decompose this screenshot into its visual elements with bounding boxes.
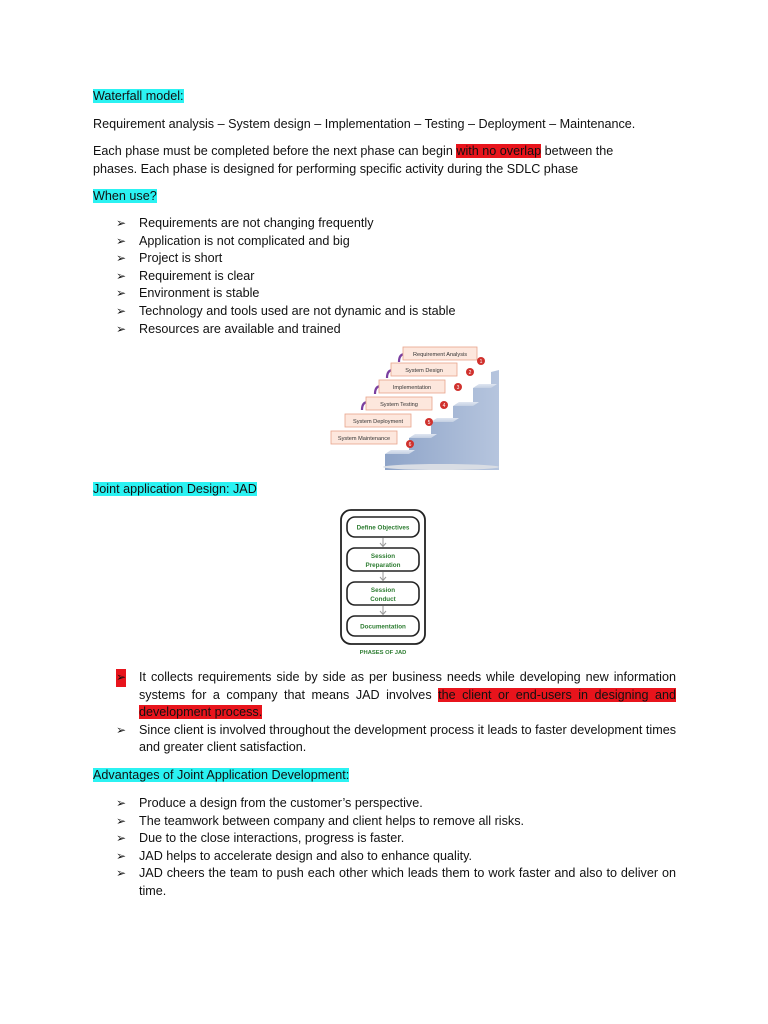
step-number-badge [425,418,433,426]
svg-text:1: 1 [479,359,483,365]
when-use-heading: When use? [93,189,157,203]
list-item: ➢ Technology and tools used are not dynamic and is stable [116,303,676,321]
arrow-bullet-icon: ➢ [116,286,127,301]
list-item: ➢ The teamwork between company and client helps to remove all risks. [116,813,676,831]
arrow-bullet-icon: ➢ [116,216,127,230]
step-label: System Design [405,368,443,375]
step-label: System Testing [380,402,418,409]
svg-text:Session: Session [370,553,396,560]
list-item: ➢ Environment is stable [116,285,676,303]
step-box-1 [403,347,477,360]
jad-box-session-preparation [347,548,419,571]
list-item: ➢ Resources are available and trained [116,321,676,339]
waterfall-staircase-diagram [313,342,499,470]
svg-text:4: 4 [442,403,446,409]
svg-text:2: 2 [468,370,472,376]
list-item: ➢ Produce a design from the customer’s perspective. [116,795,676,813]
step-label: System Maintenance [337,436,391,443]
jad-diagram-caption: PHASES OF JAD [359,650,407,656]
when-use-list [116,215,676,338]
arrow-bullet-icon: ➢ [116,831,127,846]
arrow-bullet-icon: ➢ [116,303,127,318]
waterfall-description: Each phase must be completed before the next phase can begin with no overlap between the phases. Each phase is designed for performing specific activity during the SDLC phase [93,144,614,176]
jad-heading: Joint application Design: JAD [93,482,257,496]
list-item: ➢ Requirement is clear [116,268,676,286]
step-box-3 [379,380,445,393]
svg-text:3: 3 [456,385,460,391]
jad-description-list [116,669,676,757]
advantages-heading: Advantages of Joint Application Development: [93,768,350,782]
arrow-bullet-icon: ➢ [116,321,127,336]
jad-box-session-conduct [347,582,419,605]
step-number-badge [466,368,474,376]
arrow-bullet-icon: ➢ [116,251,127,266]
step-label: System Deployment [352,419,404,426]
step-box-5 [345,414,411,427]
arrow-bullet-icon: ➢ [116,848,127,863]
step-label: Implementation [392,385,432,392]
list-item: ➢ Due to the close interactions, progress is faster. [116,830,676,848]
step-box-4 [366,397,432,410]
arrow-bullet-icon: ➢ [116,268,127,283]
waterfall-heading: Waterfall model: [93,89,184,103]
step-box-6 [331,431,397,444]
arrow-bullet-icon: ➢ [116,866,127,881]
jad-phases-diagram [338,508,428,658]
arrow-bullet-icon: ➢ [116,669,126,687]
jad-box-define-objectives [347,517,419,537]
svg-text:Documentation: Documentation [360,623,406,631]
waterfall-phases-line: Requirement analysis – System design – Implementation – Testing – Deployment – Maintenance. [93,117,636,131]
svg-text:6: 6 [408,442,412,448]
list-item: ➢ Project is short [116,250,676,268]
svg-text:Session: Session [370,587,396,594]
list-item: ➢ Requirements are not changing frequently [116,215,676,233]
list-item: ➢ JAD cheers the team to push each other which leads them to work faster and also to deliver on time. [116,866,676,898]
step-number-badge [406,440,414,448]
arrow-bullet-icon: ➢ [116,796,127,810]
arrow-bullet-icon: ➢ [116,813,127,828]
svg-text:Define Objectives: Define Objectives [356,524,410,532]
svg-text:5: 5 [427,420,431,426]
step-number-badge [477,357,485,365]
arrow-bullet-icon: ➢ [116,233,127,248]
staircase-shadow [383,464,499,470]
advantages-list [116,795,676,901]
svg-text:Preparation: Preparation [365,562,401,569]
no-overlap-highlight: with no overlap [456,144,542,158]
jad-box-documentation [347,616,419,636]
list-item: ➢ Application is not complicated and big [116,233,676,251]
client-involvement-highlight: the client or end-users in designing and development process. [139,687,676,720]
svg-text:Conduct: Conduct [370,596,396,603]
step-box-2 [391,363,457,376]
step-number-badge [454,383,462,391]
list-item: ➢ It collects requirements side by side as per business needs while developing new information systems for a company that means JAD involves the client or end-users in designing and development process. [116,670,676,720]
step-label: Requirement Analysis [412,352,468,359]
step-number-badge [440,401,448,409]
list-item: ➢ Since client is involved throughout the development process it leads to faster development times and greater client satisfaction. [116,722,676,755]
list-item: ➢ JAD helps to accelerate design and also to enhance quality. [116,848,676,866]
arrow-bullet-icon: ➢ [116,722,127,737]
